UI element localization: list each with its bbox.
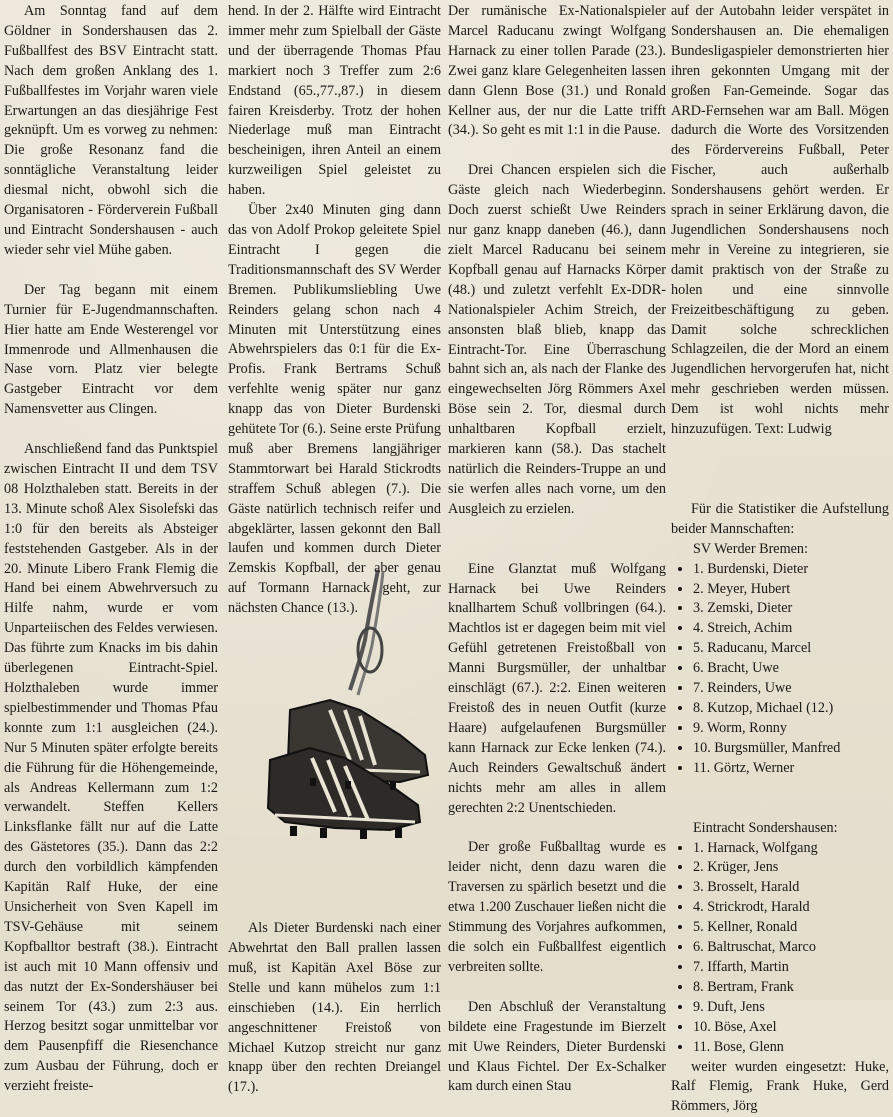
player-item: • 9. Worm, Ronny [693, 719, 889, 739]
paragraph: Anschließend fand das Punktspiel zwischen Eintracht II und dem TSV 08 Holzthaleben statt. Bereits in der 13. Minute schoß Alex Sisolefski das 1:0 für den bereits als Absteiger feststehenden Gastgeber. Als in der 20. Minute Libero Frank Flemig die Hand bei einem Abwehrversuch zu Hilfe nahm, wurde er vom Unparteiischen des Feldes verwiesen. Das führte zum Knacks im bis dahin überlegenen Eintracht-Spiel. Holzthaleben wurde immer spielbestimmender und Thomas Pfau konnte zum 1:1 ausgleichen (24.). Nur 5 Minuten später erfolgte bereits die Führung für die Höhengemeinde, als Andreas Kellermann zum 1:2 verwandelt. Steffen Kellers Linksflanke fällt nur auf die Latte des Gästetores (35.). Dann das 2:2 durch den vorbildlich kämpfenden Kapitän Ralf Huke, der eine Unsicherheit von Sven Kapell im TSV-Gehäuse mit seinem Kopfballtor bestraft (38.). Eintracht ist auch mit 10 Mann offensiv und das nutzt der Ex-Sondershäuser bei seinem Tor (43.) zum 2:3 aus. Herzog besitzt sogar unmittelbar vor dem Pausenpfiff die Riesenchance zum Ausbau der Führung, doch er verzieht freiste- [4, 440, 218, 1097]
paragraph: Der rumänische Ex-Nationalspieler Marcel Raducanu zwingt Wolfgang Harnack zu einer tollen Parade (23.). Zwei ganz klare Gelegenheiten lassen dann Glenn Bose (31.) und Ronald Kellner aus, der nur die Latte trifft (34.). So geht es mit 1:1 in die Pause. [448, 2, 666, 141]
paragraph: Über 2x40 Minuten ging dann das von Adolf Prokop geleitete Spiel Eintracht I gegen die Traditionsmannschaft des SV Werder Bremen. Publikumsliebling Uwe Reinders gelang schon nach 4 Minuten mit Unterstützung eines Abwehrspielers das 0:1 für die Ex-Profis. Frank Bertrams Schuß verfehlte wenig später nur ganz knapp das von Dieter Burdenski gehütete Tor (6.). Seine erste Prüfung muß aber Bremens langjähriger Stammtorwart bei Harald Stickrodts straffem Schuß ablegen (7.). Die Gäste natürlich technisch reifer und abgeklärter, lassen gekonnt den Ball laufen und kommen durch Dieter Zemskis Kopfball, der aber genau auf Tormann Harnack geht, zur nächsten Chance (13.). [228, 201, 441, 619]
player-item: • 10. Burgsmüller, Manfred [693, 739, 889, 759]
player-item: • 2. Meyer, Hubert [693, 580, 889, 600]
article-column-4 [671, 2, 889, 998]
player-item: • 3. Brosselt, Harald [693, 878, 889, 898]
paragraph: Eine Glanztat muß Wolfgang Harnack bei Uwe Reinders knallhartem Schuß vollbringen (64.). Machtlos ist er dagegen beim mit viel Gefühl getretenen Freistoßball von Manni Burgsmüller, der unhaltbar einschlägt (67.). 2:2. Einen weiteren Freistoß des in neuen Outfit (kurze Haare) aufgelaufenen Burgsmüller kann Harnack zur Ecke lenken (74.). Auch Reinders Gewaltschuß ändert nichts mehr am alles in allem gerechten 2:2 Unentschieden. [448, 560, 666, 819]
lineup-intro: Für die Statistiker die Aufstellung beider Mannschaften: [671, 500, 889, 540]
player-item: • 4. Streich, Achim [693, 619, 889, 639]
player-item: • 5. Raducanu, Marcel [693, 639, 889, 659]
team-eintracht-list [671, 839, 889, 1058]
article-column-1 [4, 2, 218, 998]
player-item: • 8. Kutzop, Michael (12.) [693, 699, 889, 719]
player-item: • 2. Krüger, Jens [693, 858, 889, 878]
paragraph: Drei Chancen erspielen sich die Gäste gleich nach Wiederbeginn. Doch zuerst schießt Uwe Reinders nur ganz knapp daneben (46.), dann zielt Marcel Raducanu bei seinem Kopfball genau auf Harnacks Körper (48.) und zuletzt verfehlt Ex-DDR-Nationalspieler Achim Streich, der ansonsten blaß blieb, knapp das Eintracht-Tor. Eine Überraschung bahnt sich an, als nach der Flanke des eingewechselten Jörg Römmers Axel Böse sein 2. Tor, diesmal durch unhaltbaren Kopfball erzielt, markieren kann (58.). Das stachelt natürlich die Reinders-Truppe an und sie werfen alles nach vorne, um den Ausgleich zu erzielen. [448, 161, 666, 519]
player-item: • 7. Reinders, Uwe [693, 679, 889, 699]
player-item: • 3. Zemski, Dieter [693, 599, 889, 619]
player-item: • 8. Bertram, Frank [693, 978, 889, 998]
player-item: • 11. Görtz, Werner [693, 759, 889, 779]
player-item: • 6. Baltruschat, Marco [693, 938, 889, 958]
paragraph: Als Dieter Burdenski nach einer Abwehrtat den Ball prallen lassen muß, ist Kapitän Axel Böse zur Stelle und kann mühelos zum 1:1 einschieben (14.). Ein herrlich angeschnittener Freistoß von Michael Kutzop streicht nur ganz knapp über den rechten Dreiangel (17.). [228, 919, 441, 1098]
substitutes: weiter wurden eingesetzt: Huke, Ralf Flemig, Frank Huke, Gerd Römmers, Jörg [671, 1058, 889, 1117]
paragraph: Am Sonntag fand auf dem Göldner in Sondershausen das 2. Fußballfest des BSV Eintracht statt. Nach dem großen Anklang des 1. Fußballfestes im Vorjahr waren viele Erwartungen an das diesjährige Fest geknüpft. Um es vorweg zu nehmen: Die große Resonanz fand die sonntägliche Veranstaltung leider diesmal nicht, obwohl sich die Organisatoren - Förderverein Fußball und Eintracht Sondershausen - auch wieder sehr viel Mühe gaben. [4, 2, 218, 261]
player-item: • 10. Böse, Axel [693, 1018, 889, 1038]
team-name-werder: SV Werder Bremen: [671, 540, 889, 560]
player-item: • 6. Bracht, Uwe [693, 659, 889, 679]
player-item: • 4. Strickrodt, Harald [693, 898, 889, 918]
player-item: • 5. Kellner, Ronald [693, 918, 889, 938]
paragraph: Der Tag begann mit einem Turnier für E-Jugendmannschaften. Hier hatte am Ende Westerengel vor Immenrode und Allmenhausen die Nase vorn. Platz vier belegte Gastgeber Eintracht vor dem Namensvetter aus Clingen. [4, 281, 218, 420]
article-column-3 [448, 2, 666, 998]
team-werder-list [671, 560, 889, 779]
paragraph: Der große Fußballtag wurde es leider nicht, denn dazu waren die Traversen zu spärlich besetzt und die etwa 1.200 Zuschauer ließen nicht die Stimmung des Vorjahres aufkommen, die solch ein Fußballfest eigentlich verbreiten sollte. [448, 838, 666, 977]
player-item: • 7. Iffarth, Martin [693, 958, 889, 978]
paragraph: Den Abschluß der Veranstaltung bildete eine Fragestunde im Bierzelt mit Uwe Reinders, Dieter Burdenski und Klaus Fichtel. Der Ex-Schalker kam durch einen Stau [448, 998, 666, 1098]
article-column-2 [228, 2, 441, 998]
paragraph: auf der Autobahn leider verspätet in Sondershausen an. Die ehemaligen Bundesligaspieler demonstrierten hier ihren gekonnten Umgang mit der großen Fan-Gemeinde. Sogar das ARD-Fernsehen war am Ball. Mögen dadurch die Worte des Vorsitzenden des Fördervereins Fußball, Peter Fischer, auch außerhalb Sondershausens gehört werden. Er sprach in seiner Erklärung davon, die Jugendlichen Sondershausens noch mehr in Vereine zu integrieren, sie damit praktisch von der Straße zu holen und eine sinnvolle Freizeitbeschäftigung zu geben. Damit solche schrecklichen Schlagzeilen, die der Mord an einem Jugendlichen hervorgerufen hat, nicht mehr geschrieben werden müssen. Dem ist wohl nichts mehr hinzuzufügen. Text: Ludwig [671, 2, 889, 440]
player-item: • 1. Burdenski, Dieter [693, 560, 889, 580]
player-item: • 11. Bose, Glenn [693, 1038, 889, 1058]
player-item: • 1. Harnack, Wolfgang [693, 839, 889, 859]
paragraph: hend. In der 2. Hälfte wird Eintracht immer mehr zum Spielball der Gäste und der überragende Thomas Pfau markiert noch 3 Treffer zum 2:6 Endstand (65.,77.,87.) in diesem fairen Kreisderby. Trotz der hohen Niederlage muß man Eintracht bescheinigen, ihren Anteil an einem kurzweiligen Spiel geleistet zu haben. [228, 2, 441, 201]
team-name-eintracht: Eintracht Sondershausen: [671, 819, 889, 839]
player-item: • 9. Duft, Jens [693, 998, 889, 1018]
